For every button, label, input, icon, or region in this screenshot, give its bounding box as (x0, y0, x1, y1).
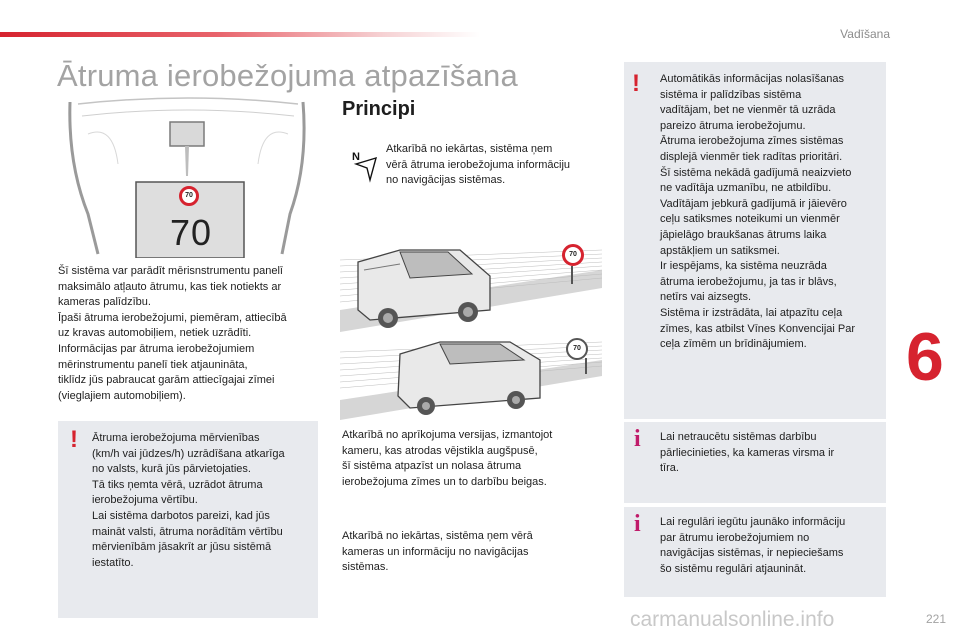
middle-paragraph-1: Atkarībā no aprīkojuma versijas, izmantojot kameru, kas atrodas vējstikla augšpusē, šī sistēma atpazīst un nolasa ātruma ierobežojuma zīmes un to darbību beigas. (342, 429, 553, 488)
compass-arrow-icon (350, 148, 380, 184)
watermark: carmanualsonline.info (630, 608, 835, 631)
right-warning-text: Automātikās informācijas nolasīšanas sistēma ir palīdzības sistēma vadītājam, bet ne vienmēr tā uzrāda pareizo ātruma ierobežojumu. Ātruma ierobežojuma zīmes sistēmas displejā vienmēr tiek radītas prioritāri. Šī sistēma nekādā gadījumā neaizvieto ne vadītāja uzmanību, ne atbildību. Vadītājam jebkurā gadījumā ir jāievēro ceļu satiksmes noteikumi un vienmēr jāpielāgo braukšanas ātrums laika apstākļiem un satiksmei. Ir iespējams, ka sistēma neuzrāda ātruma ierobežojumu, ja tas ir blāvs, netīrs vai aizsegts. Sistēma ir izstrādāta, lai atpazītu ceļa zīmes, kas atbilst Vīnes Konvencijai Par ceļa zīmēm un brīdinājumiem. (660, 73, 856, 351)
exclamation-icon: ! (70, 426, 78, 453)
info-text-2: Lai regulāri iegūtu jaunāko informāciju par ātrumu ierobežojumiem no navigācijas sistēmas, ir nepieciešams šo sistēmu regulāri atjaunināt. (660, 516, 846, 575)
van-illustration-1 (340, 240, 602, 338)
exclamation-icon: ! (632, 70, 640, 97)
van-2-speed-sign-text: 70 (573, 345, 581, 352)
page-number: 221 (925, 612, 946, 626)
van-2-speed-sign (566, 338, 588, 360)
navigation-note: Atkarībā no iekārtas, sistēma ņem vērā ātruma ierobežojuma informāciju no navigācijas sistēmas. (386, 143, 571, 187)
left-warning-text: Ātruma ierobežojuma mērvienības (km/h vai jūdzes/h) uzrādīšana atkarīga no valsts, kurā jūs pārvietojaties. Tā tiks ņemta vērā, uzrādot ātruma ierobežojuma vērtību. Lai sistēma darbotos pareizi, kad jūs maināt valsti, ātruma norādītām vērtību mērvienībām jāsakrīt ar jūsu sistēmā iestatīto. (92, 432, 285, 569)
van-1-speed-sign (562, 244, 584, 266)
van-illustration-2 (340, 334, 602, 424)
left-paragraph: Šī sistēma var parādīt mērisnstrumentu panelī maksimālo atļauto ātrumu, kas tiek notiekts ar kameras palīdzību. Īpaši ātruma ierobežojumi, piemēram, attiecībā uz kravas automobiļiem, netiek uzrādīti. Informācijas par ātruma ierobežojumiem mērinstrumentu panelī tiek atjaunināta, tiklīdz jūs pabraucat garām attiecīgajai zīmei (vieglajiem automobiļiem). (58, 265, 287, 402)
principles-heading: Principi (342, 98, 416, 120)
info-i-icon: i (634, 426, 641, 452)
chapter-number: 6 (906, 319, 944, 395)
header-accent-bar (0, 32, 480, 37)
cluster-sign-small-text: 70 (185, 192, 193, 199)
cluster-sign-small (179, 186, 199, 206)
info-i-icon: i (634, 511, 641, 537)
cluster-big-speed: 70 (170, 212, 213, 253)
page-title: Ātruma ierobežojuma atpazīšana (57, 58, 518, 93)
instrument-cluster-illustration (58, 94, 320, 258)
middle-paragraph-2: Atkarībā no iekārtas, sistēma ņem vērā kameras un informāciju no navigācijas sistēmas. (342, 530, 533, 574)
section-label: Vadīšana (840, 27, 890, 41)
info-text-1: Lai netraucētu sistēmas darbību pārliecinieties, ka kameras virsma ir tīra. (660, 431, 835, 475)
van-1-speed-sign-text: 70 (569, 251, 577, 258)
svg-text:N: N (352, 151, 360, 163)
